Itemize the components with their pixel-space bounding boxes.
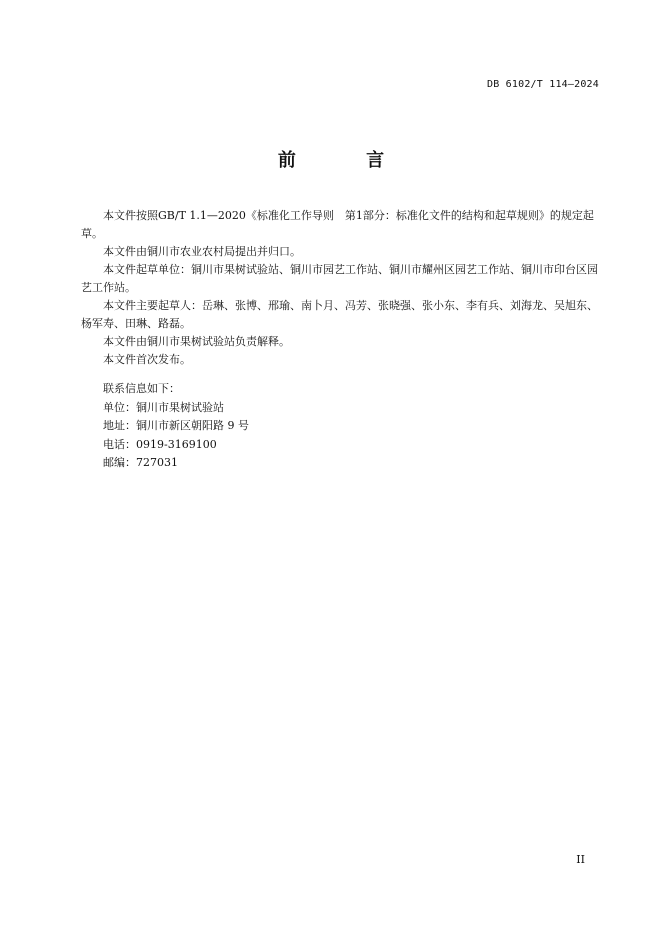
paragraph-drafters: 本文件主要起草人：岳琳、张博、邢瑜、南卜月、冯芳、张晓强、张小东、李有兵、刘海龙、吴旭东、杨军寿、田琳、路磊。: [81, 299, 598, 330]
document-code: DB 6102/T 114—2024: [487, 79, 599, 90]
contact-postcode: 邮编：727031: [103, 456, 178, 469]
contact-info: [103, 380, 583, 473]
paragraph-drafting-units: 本文件起草单位：铜川市果树试验站、铜川市园艺工作站、铜川市耀州区园艺工作站、铜川市印台区园艺工作站。: [81, 263, 598, 294]
paragraph-proposer: 本文件由铜川市农业农村局提出并归口。: [103, 245, 301, 258]
paragraph-interpretation: 本文件由铜川市果树试验站负责解释。: [103, 335, 290, 348]
paragraph-first-release: 本文件首次发布。: [103, 353, 191, 366]
page-title: 前 言: [277, 150, 417, 171]
page-number: II: [576, 853, 585, 866]
contact-phone: 电话：0919-3169100: [103, 437, 217, 451]
foreword-body: [81, 207, 601, 369]
paragraph-drafting-basis: 本文件按照GB/T 1.1—2020《标准化工作导则 第1部分：标准化文件的结构和起草规则》的规定起草。: [81, 209, 594, 240]
contact-heading: 联系信息如下：: [103, 382, 180, 395]
contact-unit: 单位：铜川市果树试验站: [103, 400, 224, 414]
contact-address: 地址：铜川市新区朝阳路 9 号: [103, 419, 249, 432]
